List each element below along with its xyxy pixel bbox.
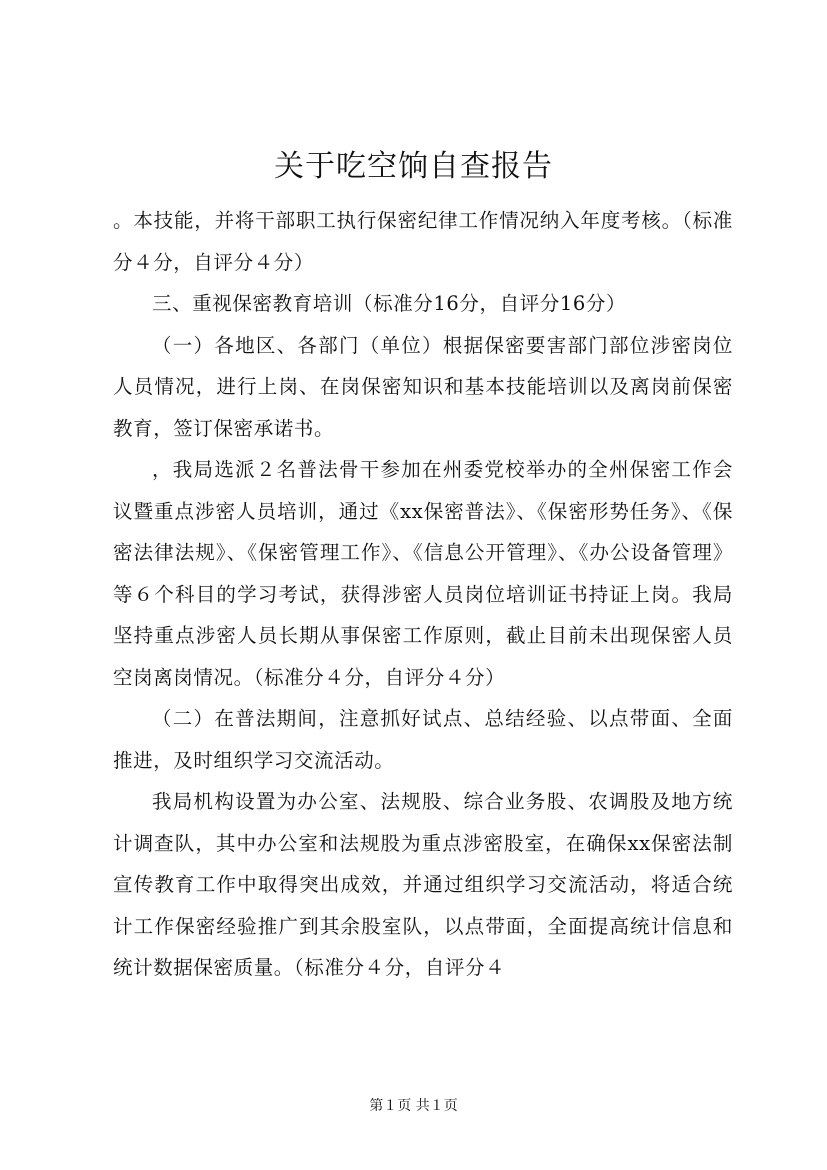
document-body — [113, 200, 733, 989]
document-title: 关于吃空饷自查报告 — [274, 149, 553, 184]
paragraph-6: 我局机构设置为办公室、法规股、综合业务股、农调股及地方统计调查队，其中办公室和法规股为重点涉密股室，在确保xx保密法制宣传教育工作中取得突出成效，并通过组织学习交流活动，将适合统计工作保密经验推广到其余股室队，以点带面，全面提高统计信息和统计数据保密质量。（标准分４分，自评分４ — [113, 790, 733, 979]
page-footer: 第１页 共１页 — [369, 1098, 458, 1114]
paragraph-5: （二）在普法期间，注意抓好试点、总结经验、以点带面、全面推进，及时组织学习交流活动。 — [113, 707, 733, 772]
paragraph-3: （一）各地区、各部门（单位）根据保密要害部门部位涉密岗位人员情况，进行上岗、在岗保密知识和基本技能培训以及离岗前保密教育，签订保密承诺书。 — [113, 333, 733, 440]
paragraph-4: ，我局选派２名普法骨干参加在州委党校举办的全州保密工作会议暨重点涉密人员培训，通过《xx保密普法》、《保密形势任务》、《保密法律法规》、《保密管理工作》、《信息公开管理》、《办公设备管理》等６个科目的学习考试，获得涉密人员岗位培训证书持证上岗。我局坚持重点涉密人员长期从事保密工作原则，截止目前未出现保密人员空岗离岗情况。（标准分４分，自评分４分） — [113, 458, 733, 689]
paragraph-2: 三、重视保密教育培训（标准分16分，自评分16分） — [152, 292, 627, 315]
paragraph-1: 。本技能，并将干部职工执行保密纪律工作情况纳入年度考核。（标准分４分，自评分４分） — [113, 209, 733, 274]
